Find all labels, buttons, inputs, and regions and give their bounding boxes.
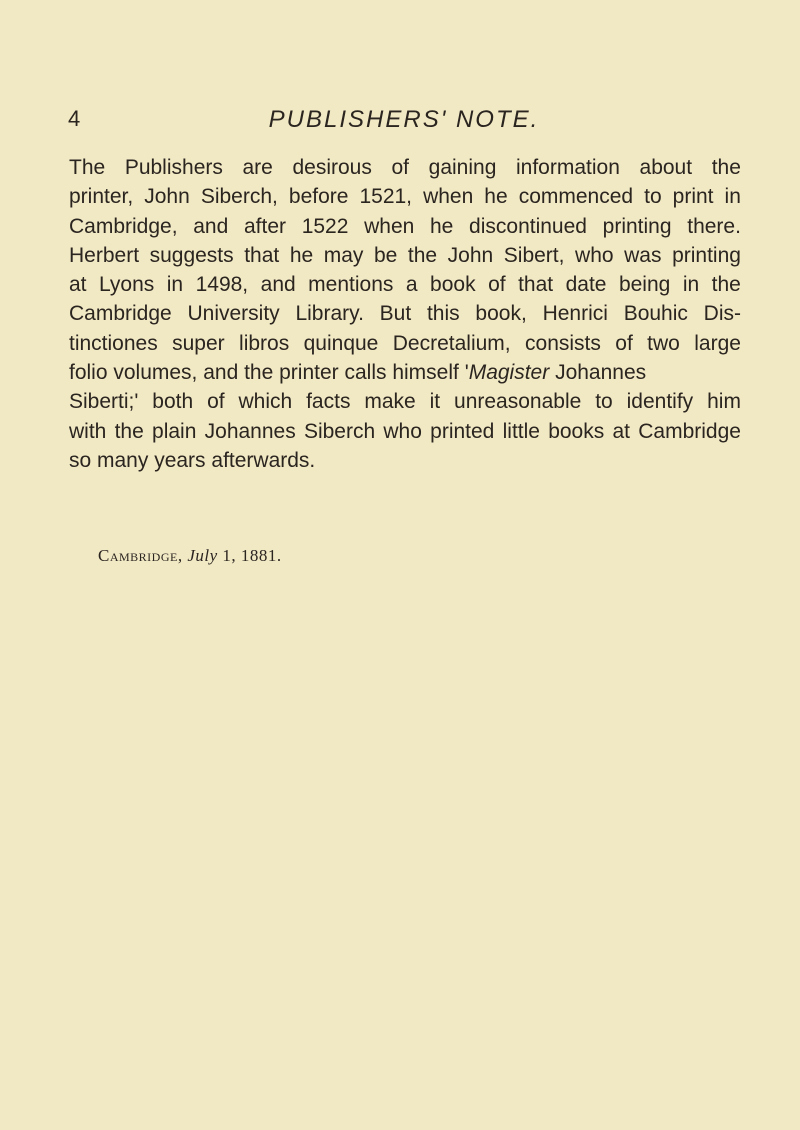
signoff	[98, 546, 282, 566]
text-line: printer, John Siberch, before 1521, when he commenced to print in	[69, 185, 741, 209]
text-line: tinctiones super libros quinque Decretalium, consists of two large	[69, 331, 741, 355]
page-number: 4	[68, 106, 81, 131]
text-line: Siberti;' both of which facts make it unreasonable to identify him	[69, 390, 741, 414]
text-line: Herbert suggests that he may be the John Sibert, who was printing	[69, 243, 741, 267]
text-line: at Lyons in 1498, and mentions a book of that date being in the	[69, 273, 741, 297]
running-title: PUBLISHERS' NOTE.	[268, 106, 540, 133]
text-line: with the plain Johannes Siberch who printed little books at Cambridge	[69, 419, 741, 443]
signoff-date: 1, 1881.	[217, 546, 282, 565]
italic-magister: Magister	[468, 361, 550, 385]
text-line: folio volumes, and the printer calls himself ' Magister Johannes	[69, 358, 741, 387]
signoff-month: July	[187, 546, 218, 565]
text-line: The Publishers are desirous of gaining information about the	[69, 156, 741, 179]
signoff-place: Cambridge,	[98, 546, 183, 565]
text-line: Cambridge, and after 1522 when he discontinued printing there.	[69, 214, 741, 238]
text-line: Cambridge University Library. But this book, Henrici Bouhic Dis-	[69, 302, 741, 326]
page-header	[68, 106, 740, 140]
text-line: so many years afterwards.	[69, 448, 316, 472]
publishers-note-paragraph	[69, 153, 741, 475]
